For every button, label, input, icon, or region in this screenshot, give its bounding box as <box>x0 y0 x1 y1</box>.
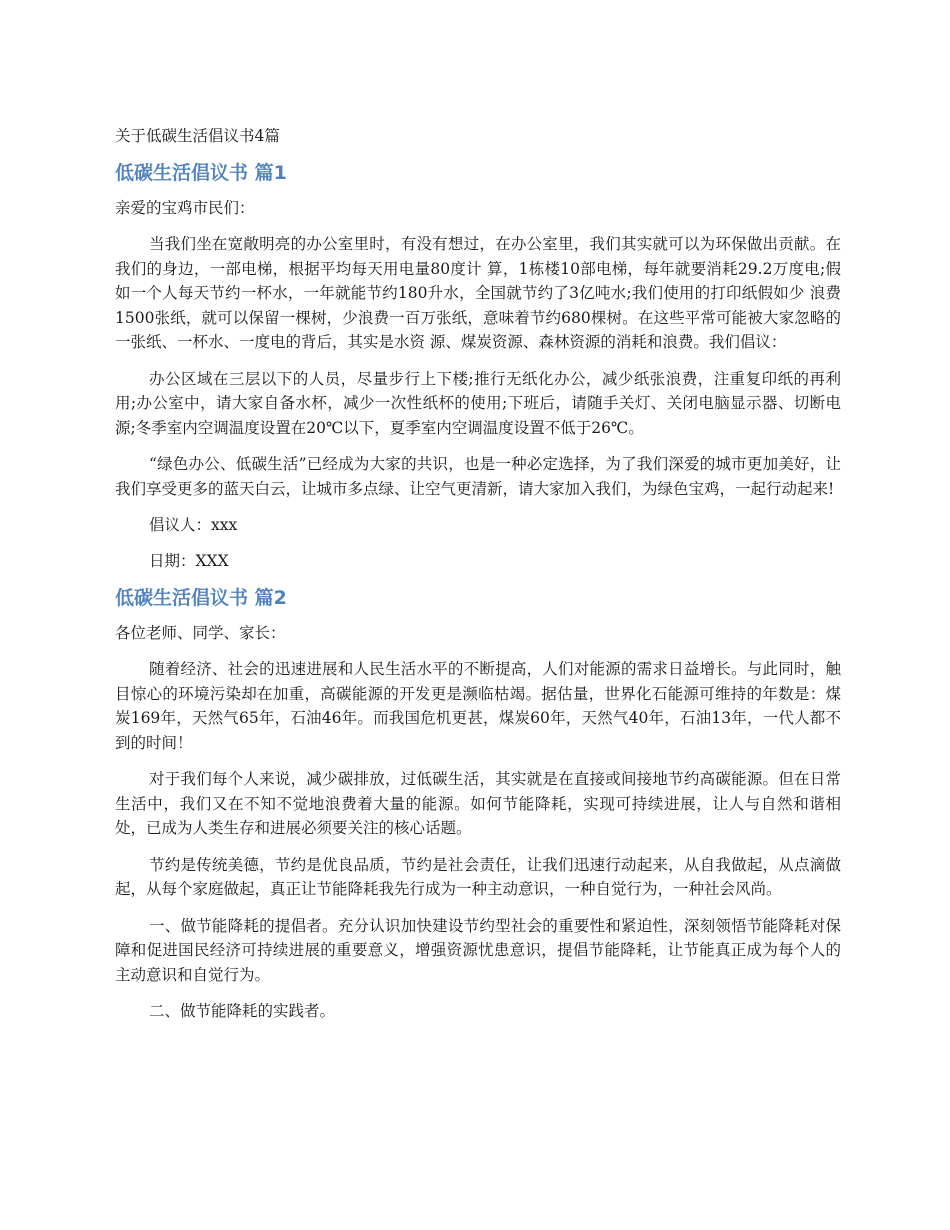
section-1-paragraph: 办公区域在三层以下的人员，尽量步行上下楼;推行无纸化办公，减少纸张浪费，注重复印纸的再利用;办公室中，请大家自备水杯，减少一次性纸杯的使用;下班后，请随手关灯、关闭电脑显示器、切断电源;冬季室内空调温度设置在20℃以下，夏季室内空调温度设置不低于26℃。 <box>115 369 841 437</box>
section-1-date: 日期：XXX <box>149 552 229 570</box>
section-1-initiator: 倡议人：xxx <box>149 516 238 534</box>
section-2 <box>115 585 841 1024</box>
document-title: 关于低碳生活倡议书4篇 <box>115 127 280 145</box>
section-2-paragraph: 一、做节能降耗的提倡者。充分认识加快建设节约型社会的重要性和紧迫性，深刻领悟节能降耗对保障和促进国民经济可持续进展的重要意义，增强资源忧患意识，提倡节能降耗，让节能真正成为每个人的主动意识和自觉行为。 <box>115 916 841 984</box>
section-2-paragraph: 二、做节能降耗的实践者。 <box>149 1002 336 1020</box>
section-1-paragraph: 当我们坐在宽敞明亮的办公室里时，有没有想过，在办公室里，我们其实就可以为环保做出贡献。在我们的身边，一部电梯，根据平均每天用电量80度计 算，1栋楼10部电梯，每年就要消耗29.2万度电;假如一个人每天节约一杯水，一年就能节约180升水，全国就节约了3亿吨水;我们使用的打印纸假如少 浪费1500张纸，就可以保留一棵树，少浪费一百万张纸，意味着节约680棵树。在这些平常可能被大家忽略的一张纸、一杯水、一度电的背后，其实是水资 源、煤炭资源、森林资源的消耗和浪费。我们倡议： <box>115 235 841 351</box>
section-1-salutation: 亲爱的宝鸡市民们： <box>115 199 255 217</box>
section-1 <box>115 160 841 573</box>
section-1-paragraph: “绿色办公、低碳生活”已经成为大家的共识，也是一种必定选择，为了我们深爱的城市更加美好，让我们享受更多的蓝天白云，让城市多点绿、让空气更清新，请大家加入我们，为绿色宝鸡，一起行动起来! <box>115 455 841 498</box>
section-2-paragraph: 随着经济、社会的迅速进展和人民生活水平的不断提高，人们对能源的需求日益增长。与此同时，触目惊心的环境污染却在加重，高碳能源的开发更是濒临枯竭。据估量，世界化石能源可维持的年数是：煤炭169年，天然气65年，石油46年。而我国危机更甚，煤炭60年，天然气40年，石油13年，一代人都不到的时间！ <box>115 660 841 752</box>
document-page <box>115 124 841 1036</box>
section-2-paragraph: 对于我们每个人来说，减少碳排放，过低碳生活，其实就是在直接或间接地节约高碳能源。但在日常生活中，我们又在不知不觉地浪费着大量的能源。如何节能降耗，实现可持续进展，让人与自然和谐相处，已成为人类生存和进展必须要关注的核心话题。 <box>115 770 841 837</box>
section-2-heading: 低碳生活倡议书 篇2 <box>115 587 287 609</box>
section-1-heading: 低碳生活倡议书 篇1 <box>115 162 287 184</box>
section-2-salutation: 各位老师、同学、家长： <box>115 624 286 642</box>
section-2-paragraph: 节约是传统美德，节约是优良品质，节约是社会责任，让我们迅速行动起来，从自我做起，从点滴做起，从每个家庭做起，真正让节能降耗我先行成为一种主动意识，一种自觉行为，一种社会风尚。 <box>115 855 841 898</box>
